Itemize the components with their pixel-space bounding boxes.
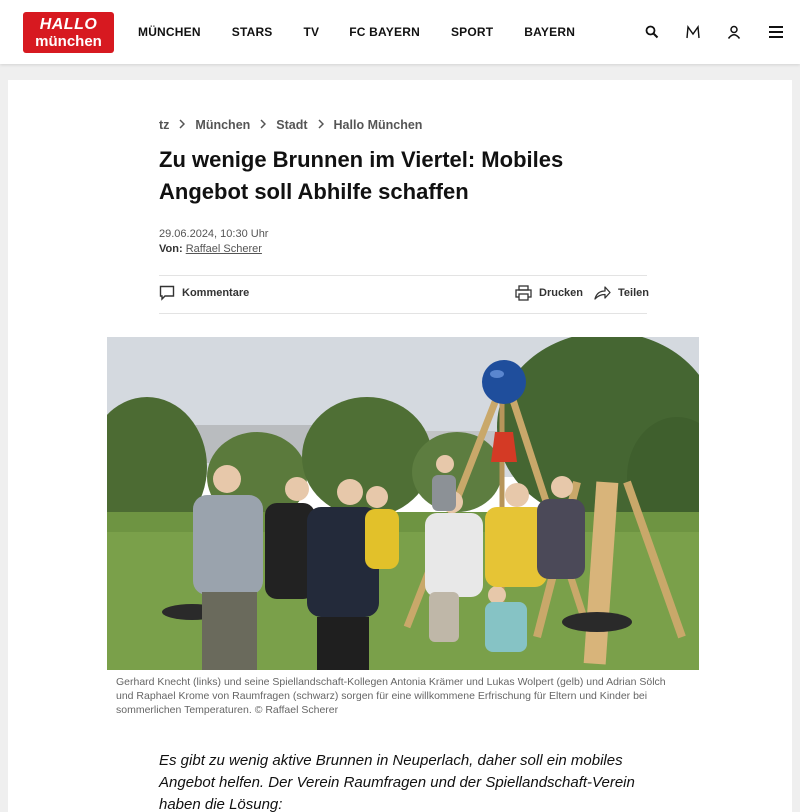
article-author bbox=[159, 243, 262, 255]
menu-icon[interactable] bbox=[766, 22, 786, 42]
author-link[interactable]: Raffael Scherer bbox=[185, 243, 262, 255]
user-icon[interactable] bbox=[724, 22, 744, 42]
site-logo[interactable] bbox=[23, 12, 114, 53]
comments-label: Kommentare bbox=[182, 287, 250, 299]
breadcrumb-item-stadt[interactable]: Stadt bbox=[276, 118, 308, 132]
comments-button[interactable] bbox=[159, 285, 249, 301]
search-icon[interactable] bbox=[642, 22, 662, 42]
logo-line2: münchen bbox=[35, 33, 102, 50]
m-icon[interactable] bbox=[683, 22, 703, 42]
nav-item-tv[interactable]: TV bbox=[303, 25, 320, 39]
printer-icon bbox=[515, 285, 532, 301]
breadcrumb bbox=[159, 118, 422, 132]
share-button[interactable] bbox=[594, 285, 649, 301]
author-label: Von: bbox=[159, 243, 183, 255]
main-nav bbox=[138, 25, 575, 39]
chevron-right-icon bbox=[260, 118, 266, 132]
nav-item-stars[interactable]: STARS bbox=[231, 25, 273, 39]
article-lead: Es gibt zu wenig aktive Brunnen in Neuperlach, daher soll ein mobiles Angebot helfen. Der Verein Raumfragen und der Spiellandschaft-Verein haben die Lösung: bbox=[159, 752, 635, 812]
nav-item-muenchen[interactable]: MÜNCHEN bbox=[138, 25, 201, 39]
article-date: 29.06.2024, 10:30 Uhr bbox=[159, 228, 269, 240]
print-button[interactable] bbox=[515, 285, 583, 301]
share-icon bbox=[594, 285, 611, 301]
site-header bbox=[0, 0, 800, 64]
nav-item-fc-bayern[interactable]: FC BAYERN bbox=[349, 25, 420, 39]
comment-icon bbox=[159, 285, 175, 301]
article-photo[interactable] bbox=[107, 337, 699, 670]
breadcrumb-item-hallo-muenchen[interactable]: Hallo München bbox=[333, 118, 423, 132]
photo-caption: Gerhard Knecht (links) und seine Spiellandschaft-Kollegen Antonia Krämer und Lukas Wolpert (gelb) und Adrian Sölch und Raphael Krome von Raumfragen (schwarz) sorgen für eine willkommene Erfrischung für Eltern und Kinder bei sommerlichen Temperaturen. © Raffael Scherer bbox=[116, 676, 666, 716]
divider bbox=[159, 313, 647, 314]
article-title: Zu wenige Brunnen im Viertel: Mobiles Angebot soll Abhilfe schaffen bbox=[159, 147, 564, 204]
logo-line1: HALLO bbox=[39, 16, 98, 33]
nav-item-bayern[interactable]: BAYERN bbox=[524, 25, 576, 39]
nav-item-sport[interactable]: SPORT bbox=[450, 25, 494, 39]
chevron-right-icon bbox=[179, 118, 185, 132]
breadcrumb-item-muenchen[interactable]: München bbox=[195, 118, 251, 132]
print-label: Drucken bbox=[539, 287, 584, 299]
share-label: Teilen bbox=[618, 287, 649, 299]
breadcrumb-item-tz[interactable]: tz bbox=[159, 118, 170, 132]
chevron-right-icon bbox=[318, 118, 324, 132]
divider bbox=[159, 275, 647, 276]
